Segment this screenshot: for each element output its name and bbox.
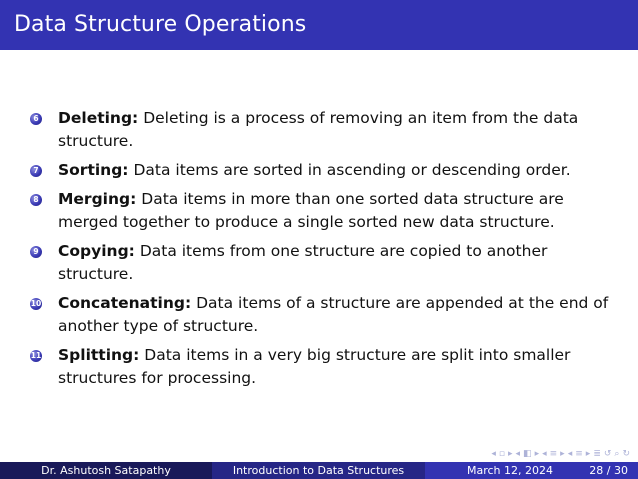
item-term: Splitting: bbox=[58, 346, 140, 364]
item-number-badge: 8 bbox=[30, 194, 42, 206]
footer-author: Dr. Ashutosh Satapathy bbox=[0, 462, 212, 479]
item-description: Deleting is a process of removing an item from the data structure. bbox=[58, 109, 579, 150]
item-term: Copying: bbox=[58, 242, 135, 260]
nav-section-icon[interactable]: ◧ bbox=[523, 449, 532, 459]
slide-title: Data Structure Operations bbox=[14, 12, 307, 37]
item-description: Data items from one structure are copied to another structure. bbox=[58, 242, 548, 283]
item-text bbox=[58, 344, 618, 390]
footer-bar bbox=[0, 462, 638, 479]
item-number-badge: 9 bbox=[30, 246, 42, 258]
nav-prev-icon[interactable]: ◂ bbox=[542, 449, 547, 459]
footer-date: March 12, 2024 bbox=[467, 464, 554, 477]
nav-frame-icon[interactable]: ▫ bbox=[498, 449, 505, 459]
footer-page-number: 28 / 30 bbox=[589, 464, 628, 477]
item-text bbox=[58, 107, 618, 153]
footer-info bbox=[425, 462, 638, 479]
item-term: Merging: bbox=[58, 190, 137, 208]
nav-undo-icon[interactable]: ↺ bbox=[603, 449, 612, 459]
nav-redo-icon[interactable]: ↻ bbox=[622, 449, 630, 459]
item-term: Concatenating: bbox=[58, 294, 192, 312]
item-number-badge: 7 bbox=[30, 165, 42, 177]
nav-first-icon[interactable]: ◂ bbox=[491, 449, 496, 459]
nav-next-icon[interactable]: ▸ bbox=[534, 449, 540, 459]
item-number-badge: 11 bbox=[30, 351, 42, 360]
item-text bbox=[58, 240, 618, 286]
beamer-navigation-bar bbox=[491, 447, 630, 461]
nav-next-icon[interactable]: ▸ bbox=[585, 449, 591, 459]
item-text bbox=[58, 188, 618, 234]
nav-next-icon[interactable]: ▸ bbox=[560, 449, 565, 459]
item-description: Data items of a structure are appended at the end of another type of structure. bbox=[58, 294, 609, 335]
nav-subsection-icon[interactable]: ≡ bbox=[549, 449, 558, 459]
item-description: Data items are sorted in ascending or descending order. bbox=[133, 161, 571, 179]
item-term: Deleting: bbox=[58, 109, 139, 127]
nav-next-icon[interactable]: ▸ bbox=[507, 449, 513, 459]
item-text bbox=[58, 292, 618, 338]
item-description: Data items in a very big structure are split into smaller structures for processing. bbox=[58, 346, 571, 387]
item-number-badge: 6 bbox=[30, 113, 42, 125]
item-number-badge: 10 bbox=[30, 299, 42, 308]
nav-prev-icon[interactable]: ◂ bbox=[515, 449, 521, 459]
item-term: Sorting: bbox=[58, 161, 129, 179]
footer-course: Introduction to Data Structures bbox=[212, 462, 425, 479]
item-description: Data items in more than one sorted data structure are merged together to produce a single sorted new data structure. bbox=[58, 190, 564, 231]
nav-subsection-icon[interactable]: ≡ bbox=[575, 449, 583, 459]
nav-search-icon[interactable]: ⌕ bbox=[614, 449, 620, 459]
nav-align-icon[interactable]: ≣ bbox=[593, 449, 601, 459]
item-text bbox=[58, 159, 618, 182]
nav-prev-icon[interactable]: ◂ bbox=[567, 449, 573, 459]
